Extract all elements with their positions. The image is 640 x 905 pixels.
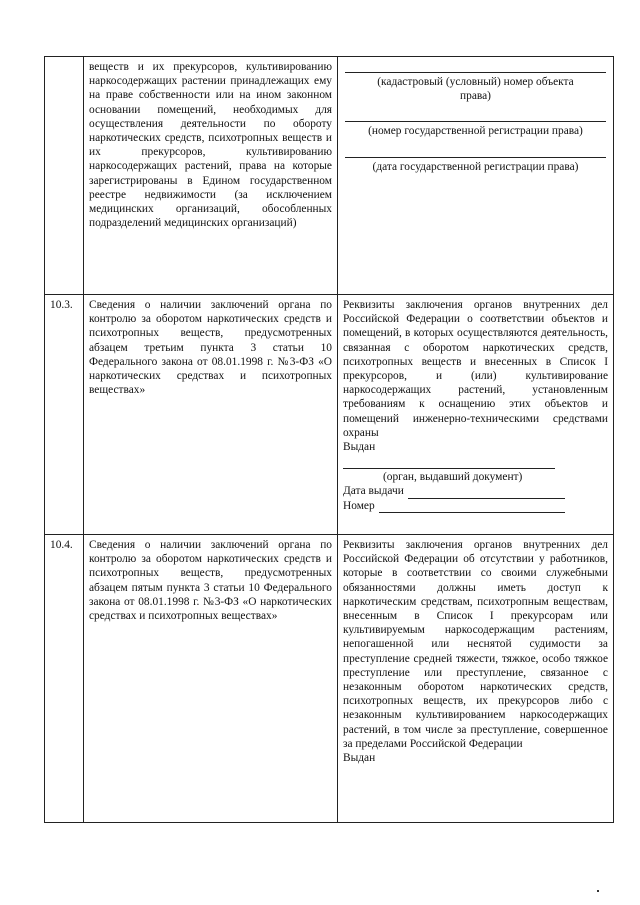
issue-date-line (408, 486, 565, 499)
issued-label: Выдан (343, 441, 376, 454)
registration-date-caption: (дата государственной регистрации права) (372, 160, 579, 173)
table-row (45, 295, 614, 535)
issue-date-field (343, 484, 565, 498)
row-description: веществ и их прекурсоров, культивированию наркосодержащих растении принадлежащих ему на праве собственности или на ином законном основании помещений, необходимых для осуществления деятельности по обороту наркотических средств, психотропных веществ и их прекурсоров, культивированию наркосодержащих растений, права на которые зарегистрированы в Едином государственном реестре недвижимости (за исключением медицинских организаций, обособленных подразделений медицинских организаций) (84, 57, 338, 295)
row-requisites (338, 57, 614, 295)
registration-number-caption: (номер государственной регистрации права) (368, 125, 583, 138)
cadastral-number-caption: (кадастровый (условный) номер объекта права) (377, 76, 574, 103)
issuing-authority-caption: (орган, выдавший документ) (383, 471, 523, 484)
row-requisites (338, 295, 614, 535)
issue-date-label: Дата выдачи (343, 485, 404, 498)
row-description: Сведения о наличии заключений органа по контролю за оборотом наркотических средств и психотропных веществ, предусмотренных абзацем третьим пункта 3 статьи 10 Федерального закона от 08.01.1998 г. №3-ФЗ «О наркотических средствах и психотропных веществах» (84, 295, 338, 535)
cadastral-number-line (345, 72, 606, 73)
registration-date-line (345, 157, 606, 158)
issued-label: Выдан (343, 752, 376, 765)
page-mark (597, 890, 599, 892)
row-requisites (338, 535, 614, 823)
row-number: 10.3. (45, 295, 84, 535)
form-table (44, 56, 614, 823)
issuing-authority-line (343, 468, 555, 469)
table-row (45, 535, 614, 823)
registration-number-line (345, 121, 606, 122)
table-row (45, 57, 614, 295)
row-number (45, 57, 84, 295)
row-description: Сведения о наличии заключений органа по контролю за оборотом наркотических средств и психотропных веществ, предусмотренных абзацем пятым пункта 3 статьи 10 Федерального закона от 08.01.1998 г. №3-ФЗ «О наркотических средствах и психотропных веществах» (84, 535, 338, 823)
requisites-text: Реквизиты заключения органов внутренних дел Российской Федерации об отсутствии у работников, которые в соответствии со своими служебными обязанностями должны иметь доступ к наркотическим средствам, психотропным веществам, внесенным в Список I прекурсорам или культивируемым наркосодержащим растениям, непогашенной или неснятой судимости за преступление средней тяжести, тяжкое, особо тяжкое преступление или преступление, связанное с незаконным оборотом наркотических средств, психотропных веществ, их прекурсоров либо с незаконным культивированием наркосодержащих растений, в том числе за преступление, совершенное за пределами Российской Федерации (343, 539, 608, 750)
requisites-text: Реквизиты заключения органов внутренних дел Российской Федерации о соответствии объектов и помещений, в которых осуществляются деятельность, связанная с оборотом наркотических средств, психотропных веществ и внесенных в Список I прекурсоров, и (или) культивирование наркосодержащих растений, установленным требованиям к оснащению этих объектов и помещений инженерно-техническими средствами охраны (343, 299, 608, 439)
document-number-line (379, 500, 565, 513)
document-number-label: Номер (343, 499, 375, 512)
row-number: 10.4. (45, 535, 84, 823)
document-number-field (343, 499, 565, 513)
